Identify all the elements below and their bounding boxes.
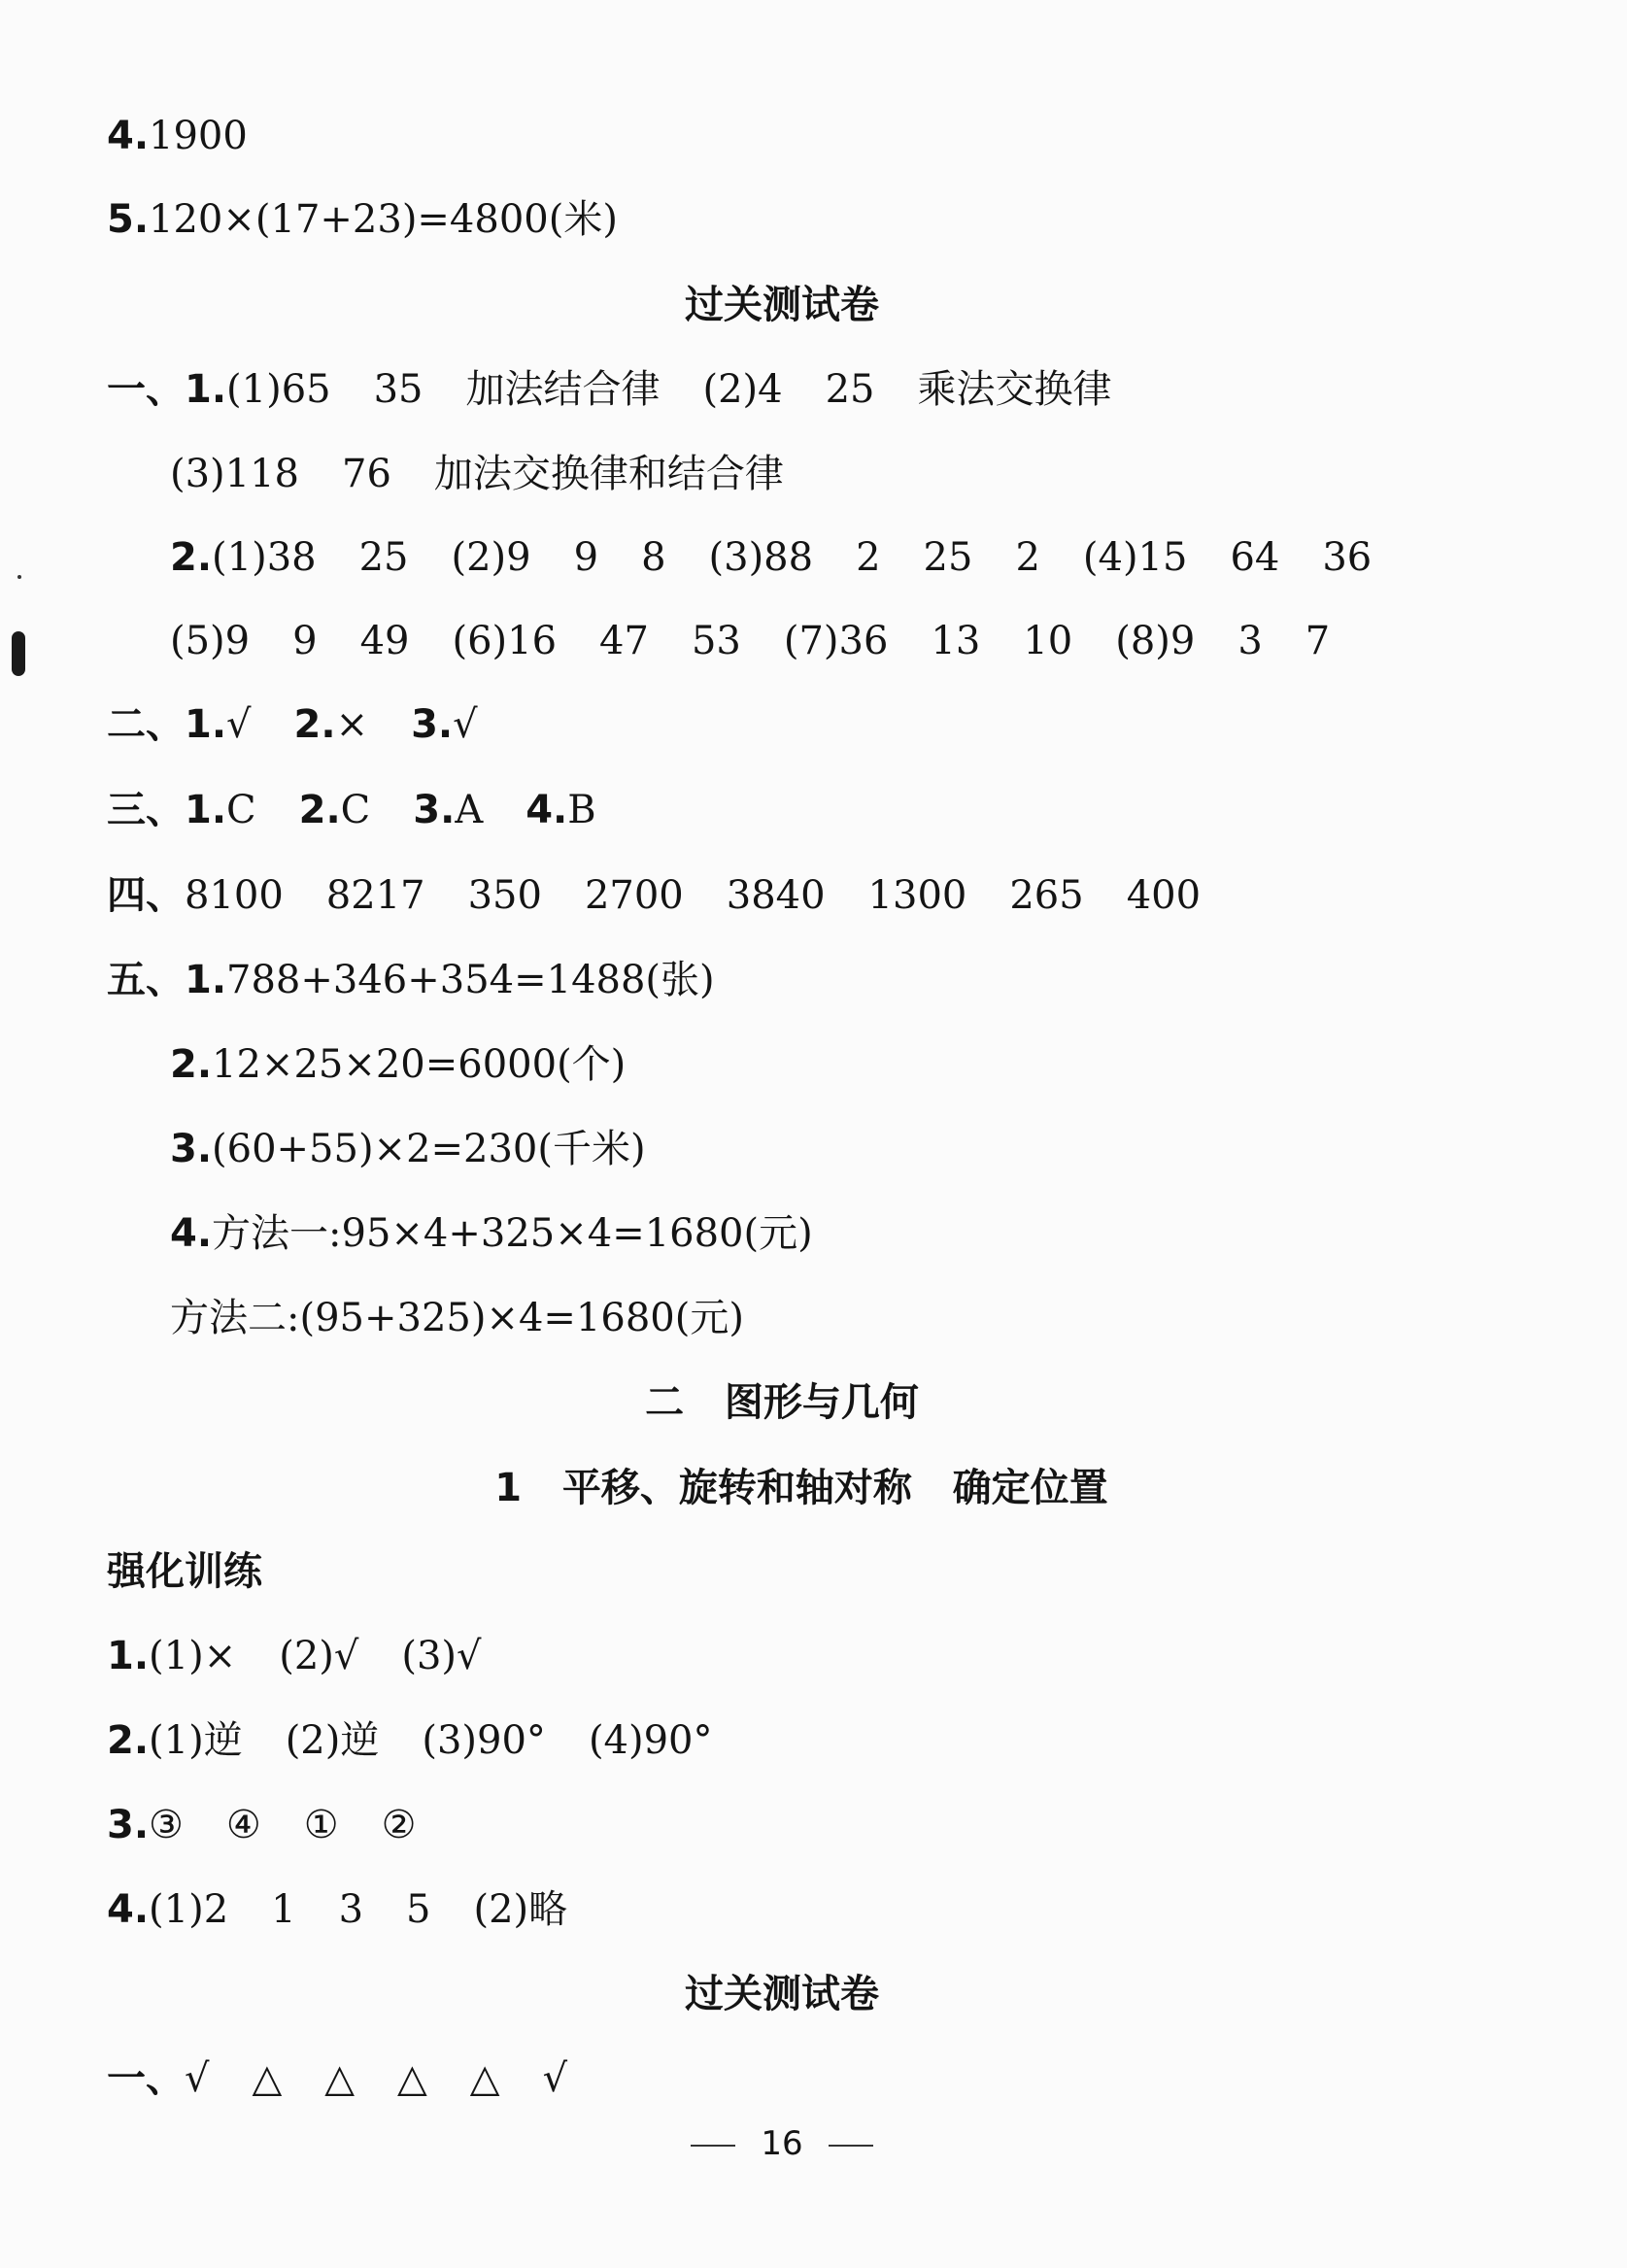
answer-part: (3)90° [422, 1718, 546, 1763]
answer-part: (2)9 [451, 535, 531, 580]
answer-part: 25 [825, 367, 875, 412]
answer-part: 8 [641, 535, 666, 580]
answer-part: (4)15 [1082, 535, 1188, 580]
footer-dash-left [691, 2145, 735, 2147]
answer-part: √ [453, 702, 478, 747]
answer-text: 788+346+354=1488(张) [226, 958, 715, 1002]
prev-q4 [107, 111, 248, 161]
page-footer [0, 2122, 1564, 2165]
answer-part: 350 [467, 873, 542, 918]
test1-section5-q4 [170, 1208, 813, 1259]
answer-part: (1)65 [226, 367, 331, 412]
question-number: 3. [107, 1803, 150, 1847]
test1-section5-q2 [170, 1039, 626, 1090]
answer-part: △ [397, 2056, 427, 2101]
footer-dash-right [829, 2145, 873, 2147]
answer-part: (1)2 [149, 1887, 229, 1932]
answer-part: 2 [856, 535, 881, 580]
test-title: 过关测试卷 [685, 283, 879, 327]
answer-text: 12×25×20=6000(个) [212, 1042, 627, 1087]
answer-part: 1300 [867, 873, 967, 918]
answer-part: 47 [599, 619, 649, 663]
answer-part: 2700 [584, 873, 684, 918]
test2-section1 [107, 2053, 567, 2104]
page-number: 16 [761, 2124, 803, 2163]
question-number: 4. [170, 1211, 213, 1256]
answer-part: √ [542, 2056, 568, 2101]
test1-section5-q4-method2 [170, 1293, 744, 1343]
section-label: 四、 [107, 873, 185, 918]
answer-part: √ [226, 702, 252, 747]
answer-text: 方法二:(95+325)×4=1680(元) [170, 1296, 744, 1340]
answer-part: (3)88 [708, 535, 814, 580]
answer-part: △ [324, 2056, 356, 2101]
answer-part: 8100 [185, 873, 284, 918]
question-number: 1. [185, 788, 227, 832]
answer-part: C [340, 788, 371, 832]
answer-part: 8217 [325, 873, 425, 918]
test-title-2: 过关测试卷 [685, 1972, 879, 2016]
answer-part: 265 [1009, 873, 1084, 918]
test1-section1-q1-line2 [170, 449, 784, 499]
answer-text: 1900 [149, 114, 248, 158]
answer-part: 10 [1023, 619, 1073, 663]
section-label: 五、 [107, 958, 185, 1002]
question-number: 2. [298, 788, 341, 832]
answer-part: A [455, 788, 484, 832]
practice-q2 [107, 1715, 713, 1766]
test1-section1-q1-line1 [107, 364, 1112, 415]
answer-text: (60+55)×2=230(千米) [212, 1127, 646, 1171]
practice-q4 [107, 1884, 567, 1935]
answer-part: (6)16 [452, 619, 558, 663]
question-number: 1. [185, 702, 227, 747]
question-number: 2. [170, 535, 213, 580]
practice-q1 [107, 1631, 482, 1681]
question-number: 4. [525, 788, 568, 832]
answer-part: (2)逆 [285, 1718, 380, 1763]
question-number: 4. [107, 114, 150, 158]
test1-section1-q2-line2 [170, 616, 1330, 666]
answer-part: 加法结合律 [465, 367, 661, 412]
answer-part: ④ [225, 1803, 261, 1847]
question-number: 1. [185, 958, 227, 1002]
answer-part: 13 [931, 619, 981, 663]
answer-part: 5 [406, 1887, 431, 1932]
question-number: 4. [107, 1887, 150, 1932]
answer-part: △ [469, 2056, 500, 2101]
section-label: 二、 [107, 702, 185, 747]
answer-part: 49 [359, 619, 410, 663]
answer-part: ③ [149, 1803, 184, 1847]
test1-section4 [107, 870, 1201, 921]
answer-part: (3)118 [170, 452, 300, 496]
answer-part: 25 [923, 535, 973, 580]
answer-part: (7)36 [783, 619, 889, 663]
practice-title: 强化训练 [107, 1549, 262, 1594]
test1-section5-q3 [170, 1124, 646, 1174]
answer-part: 乘法交换律 [917, 367, 1112, 412]
answer-part: 36 [1322, 535, 1373, 580]
answer-part: 2 [1015, 535, 1040, 580]
answer-part: (2)4 [702, 367, 783, 412]
question-number: 3. [170, 1127, 213, 1171]
answer-part: × [335, 702, 369, 747]
answer-part: (3)√ [401, 1634, 482, 1678]
answer-part: B [567, 788, 596, 832]
answer-part: (5)9 [170, 619, 251, 663]
answer-part: (1)38 [212, 535, 317, 580]
practice-q3 [107, 1800, 416, 1850]
answer-part: 25 [358, 535, 409, 580]
test1-section1-q2-line1 [170, 532, 1372, 583]
prev-q5 [107, 194, 618, 245]
answer-part: △ [252, 2056, 283, 2101]
answer-text: 120×(17+23)=4800(米) [149, 197, 618, 242]
question-number: 3. [411, 702, 454, 747]
answer-part: 3 [1237, 619, 1263, 663]
question-number: 3. [413, 788, 456, 832]
scan-smudge [12, 631, 25, 676]
answer-part: (2)√ [279, 1634, 359, 1678]
answer-part: 3 [338, 1887, 364, 1932]
question-number: 1. [107, 1634, 150, 1678]
question-number: 2. [170, 1042, 213, 1087]
answer-part: 加法交换律和结合律 [433, 452, 784, 496]
section-label: 三、 [107, 788, 185, 832]
test1-section2 [107, 699, 478, 750]
answer-part: 400 [1126, 873, 1202, 918]
answer-part: 1 [271, 1887, 296, 1932]
answer-part: 76 [342, 452, 391, 496]
answer-part: 3840 [726, 873, 826, 918]
answer-part: (4)90° [588, 1718, 713, 1763]
question-number: 2. [293, 702, 336, 747]
question-number: 1. [185, 367, 227, 412]
test1-section3 [107, 785, 596, 835]
answer-part: (1)逆 [149, 1718, 243, 1763]
section-label: 一、 [107, 367, 185, 412]
chapter-title: 二 图形与几何 [645, 1380, 919, 1425]
test1-section5-q1 [107, 955, 715, 1005]
question-number: 5. [107, 197, 150, 242]
answer-part: C [226, 788, 256, 832]
section-title: 1 平移、旋转和轴对称 确定位置 [494, 1466, 1108, 1510]
answer-part: 64 [1230, 535, 1280, 580]
section-label: 一、 [107, 2056, 185, 2101]
answer-part: ① [303, 1803, 339, 1847]
scan-mark [17, 575, 21, 579]
question-number: 2. [107, 1718, 150, 1763]
answer-part: (8)9 [1115, 619, 1196, 663]
answer-part: 7 [1305, 619, 1331, 663]
answer-part: (1)× [149, 1634, 237, 1678]
answer-part: (2)略 [473, 1887, 568, 1932]
answer-part: 35 [373, 367, 424, 412]
answer-part: 53 [691, 619, 741, 663]
answer-part: 9 [573, 535, 599, 580]
answer-part: √ [185, 2056, 210, 2101]
answer-part: ② [381, 1803, 417, 1847]
answer-text: 方法一:95×4+325×4=1680(元) [212, 1211, 813, 1256]
answer-part: 9 [292, 619, 318, 663]
